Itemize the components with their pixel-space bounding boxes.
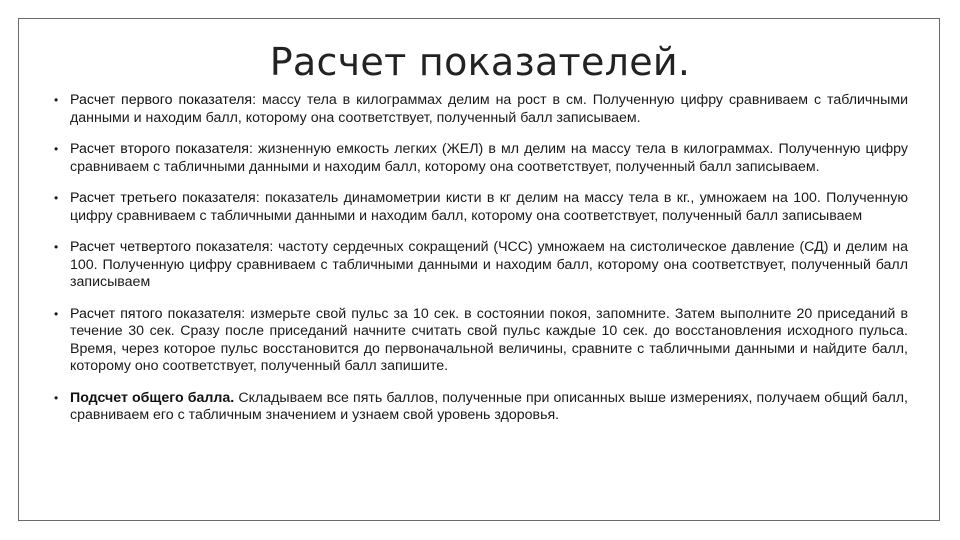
list-item-first-indicator	[54, 92, 908, 127]
list-item-third-indicator	[54, 190, 908, 225]
item-lead: Расчет пятого показателя	[70, 305, 242, 322]
item-text: : частоту сердечных сокращений (ЧСС) умножаем на систолическое давление (СД) и делим на 100. Полученную цифру сравниваем с табличными данными и находим балл, которому она соответствует, полученный балл записываем	[70, 239, 908, 290]
list-item-total-score	[54, 390, 908, 425]
page-title: Расчет показателей.	[269, 40, 691, 84]
item-text: : измерьте свой пульс за 10 сек. в состоянии покоя, запомните. Затем выполните 20 приседаний в течение 30 сек. Сразу после приседаний начните считать свой пульс каждые 10 сек. до восстановления исходного пульса. Время, через которое пульс восстановится до первоначальной величины, сравните с табличными данными и найдите балл, которому оно соответствует, полученный балл запишите.	[70, 305, 908, 374]
item-lead: Расчет четвертого показателя	[70, 239, 270, 255]
item-text: : жизненную емкость легких (ЖЕЛ) в мл делим на массу тела в килограммах. Полученную цифру сравниваем с табличными данными и находим балл, которому она соответствует, полученный балл записываем.	[70, 141, 908, 175]
item-lead: Расчет первого показателя:	[70, 92, 257, 108]
bullet-icon: •	[54, 306, 59, 321]
item-text: Складываем все пять баллов, полученные при описанных выше измерениях, получаем общий балл, сравниваем его с табличным значением и узнаем свой уровень здоровья.	[70, 389, 909, 423]
list-item-second-indicator	[54, 141, 908, 176]
bullet-icon: •	[54, 240, 59, 254]
item-lead: Расчет второго показателя	[70, 141, 249, 157]
indicator-list	[54, 92, 908, 439]
list-item-fourth-indicator	[54, 239, 908, 292]
item-text: массу тела в килограммах делим на рост в см. Полученную цифру сравниваем с табличными данными и находим балл, которому она соответствует, полученный балл записываем.	[70, 92, 908, 126]
item-lead: Подсчет общего балла.	[70, 389, 235, 406]
item-lead: Расчет третьего показателя	[70, 190, 256, 206]
bullet-icon: •	[54, 390, 59, 405]
list-item-fifth-indicator	[54, 306, 908, 376]
bullet-icon: •	[54, 93, 59, 107]
bullet-icon: •	[54, 142, 59, 156]
item-text: : показатель динамометрии кисти в кг делим на массу тела в кг., умножаем на 100. Полученную цифру сравниваем с табличными данными и находим балл, которому она соответствует, полученный балл записываем	[70, 190, 908, 224]
bullet-icon: •	[54, 191, 59, 205]
